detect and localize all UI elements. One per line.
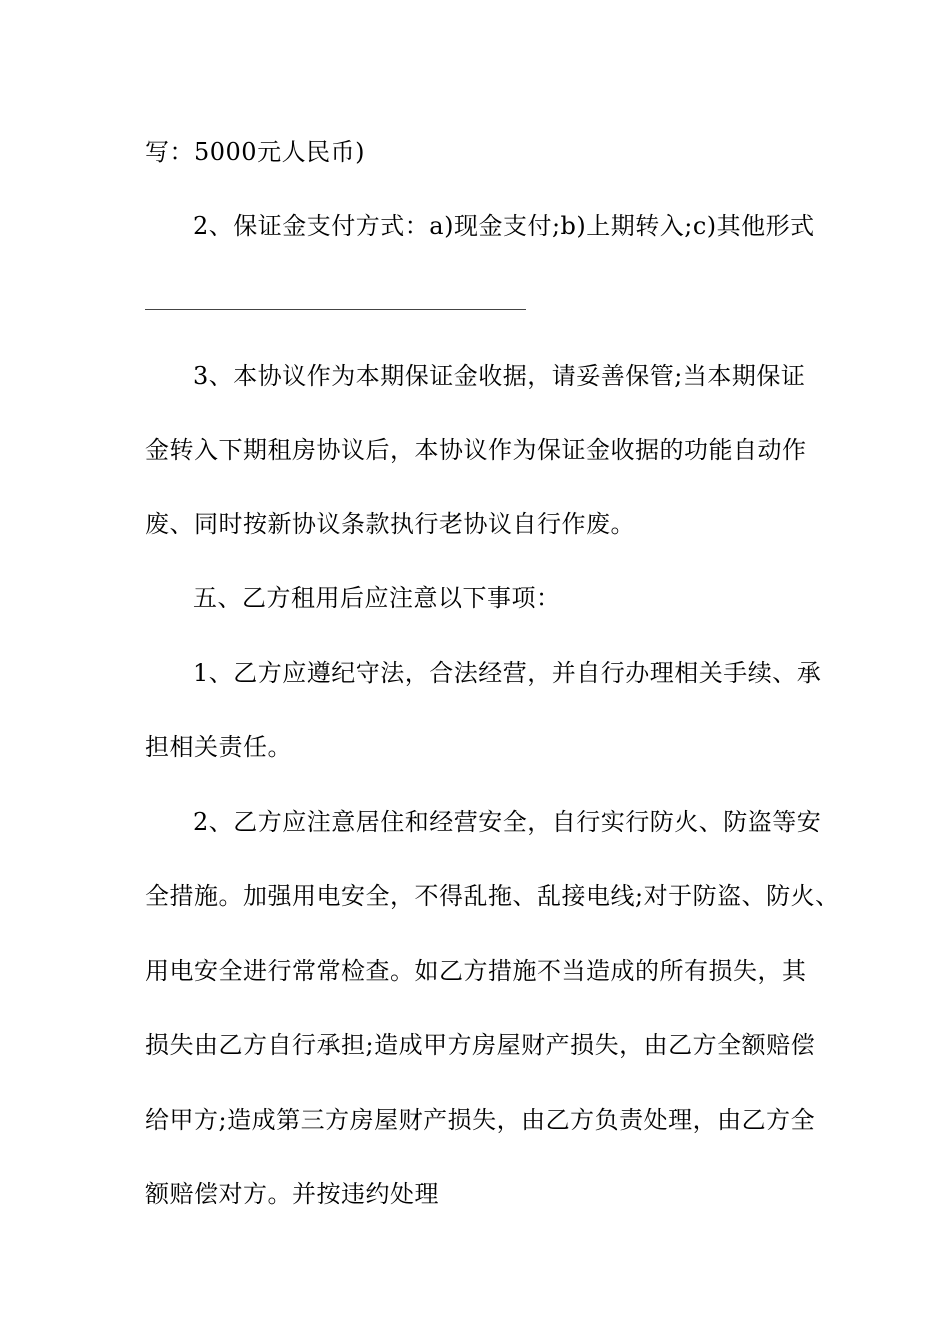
section-heading: 五、乙方租用后应注意以下事项： [193, 584, 561, 612]
text-line-12: 损失由乙方自行承担;造成甲方房屋财产损失，由乙方全额赔偿 [145, 1031, 816, 1059]
blank-fill-line [145, 309, 526, 310]
text-line-14: 额赔偿对方。并按违约处理 [145, 1180, 439, 1208]
text-line-5: 废、同时按新协议条款执行老协议自行作废。 [145, 510, 635, 538]
text-line-8: 担相关责任。 [145, 733, 292, 761]
text-line-1: 写：5000元人民币) [145, 138, 365, 166]
text-line-13: 给甲方;造成第三方房屋财产损失，由乙方负责处理，由乙方全 [145, 1106, 816, 1134]
text-line-2: 2、保证金支付方式：a)现金支付;b)上期转入;c)其他形式 [193, 212, 815, 240]
text-line-10: 全措施。加强用电安全，不得乱拖、乱接电线;对于防盗、防火、 [145, 882, 840, 910]
text-line-9: 2、乙方应注意居住和经营安全，自行实行防火、防盗等安 [193, 808, 822, 836]
text-line-3: 3、本协议作为本期保证金收据，请妥善保管;当本期保证 [193, 362, 806, 390]
text-line-4: 金转入下期租房协议后，本协议作为保证金收据的功能自动作 [145, 436, 807, 464]
text-line-11: 用电安全进行常常检查。如乙方措施不当造成的所有损失，其 [145, 957, 807, 985]
text-line-7: 1、乙方应遵纪守法，合法经营，并自行办理相关手续、承 [193, 659, 822, 687]
